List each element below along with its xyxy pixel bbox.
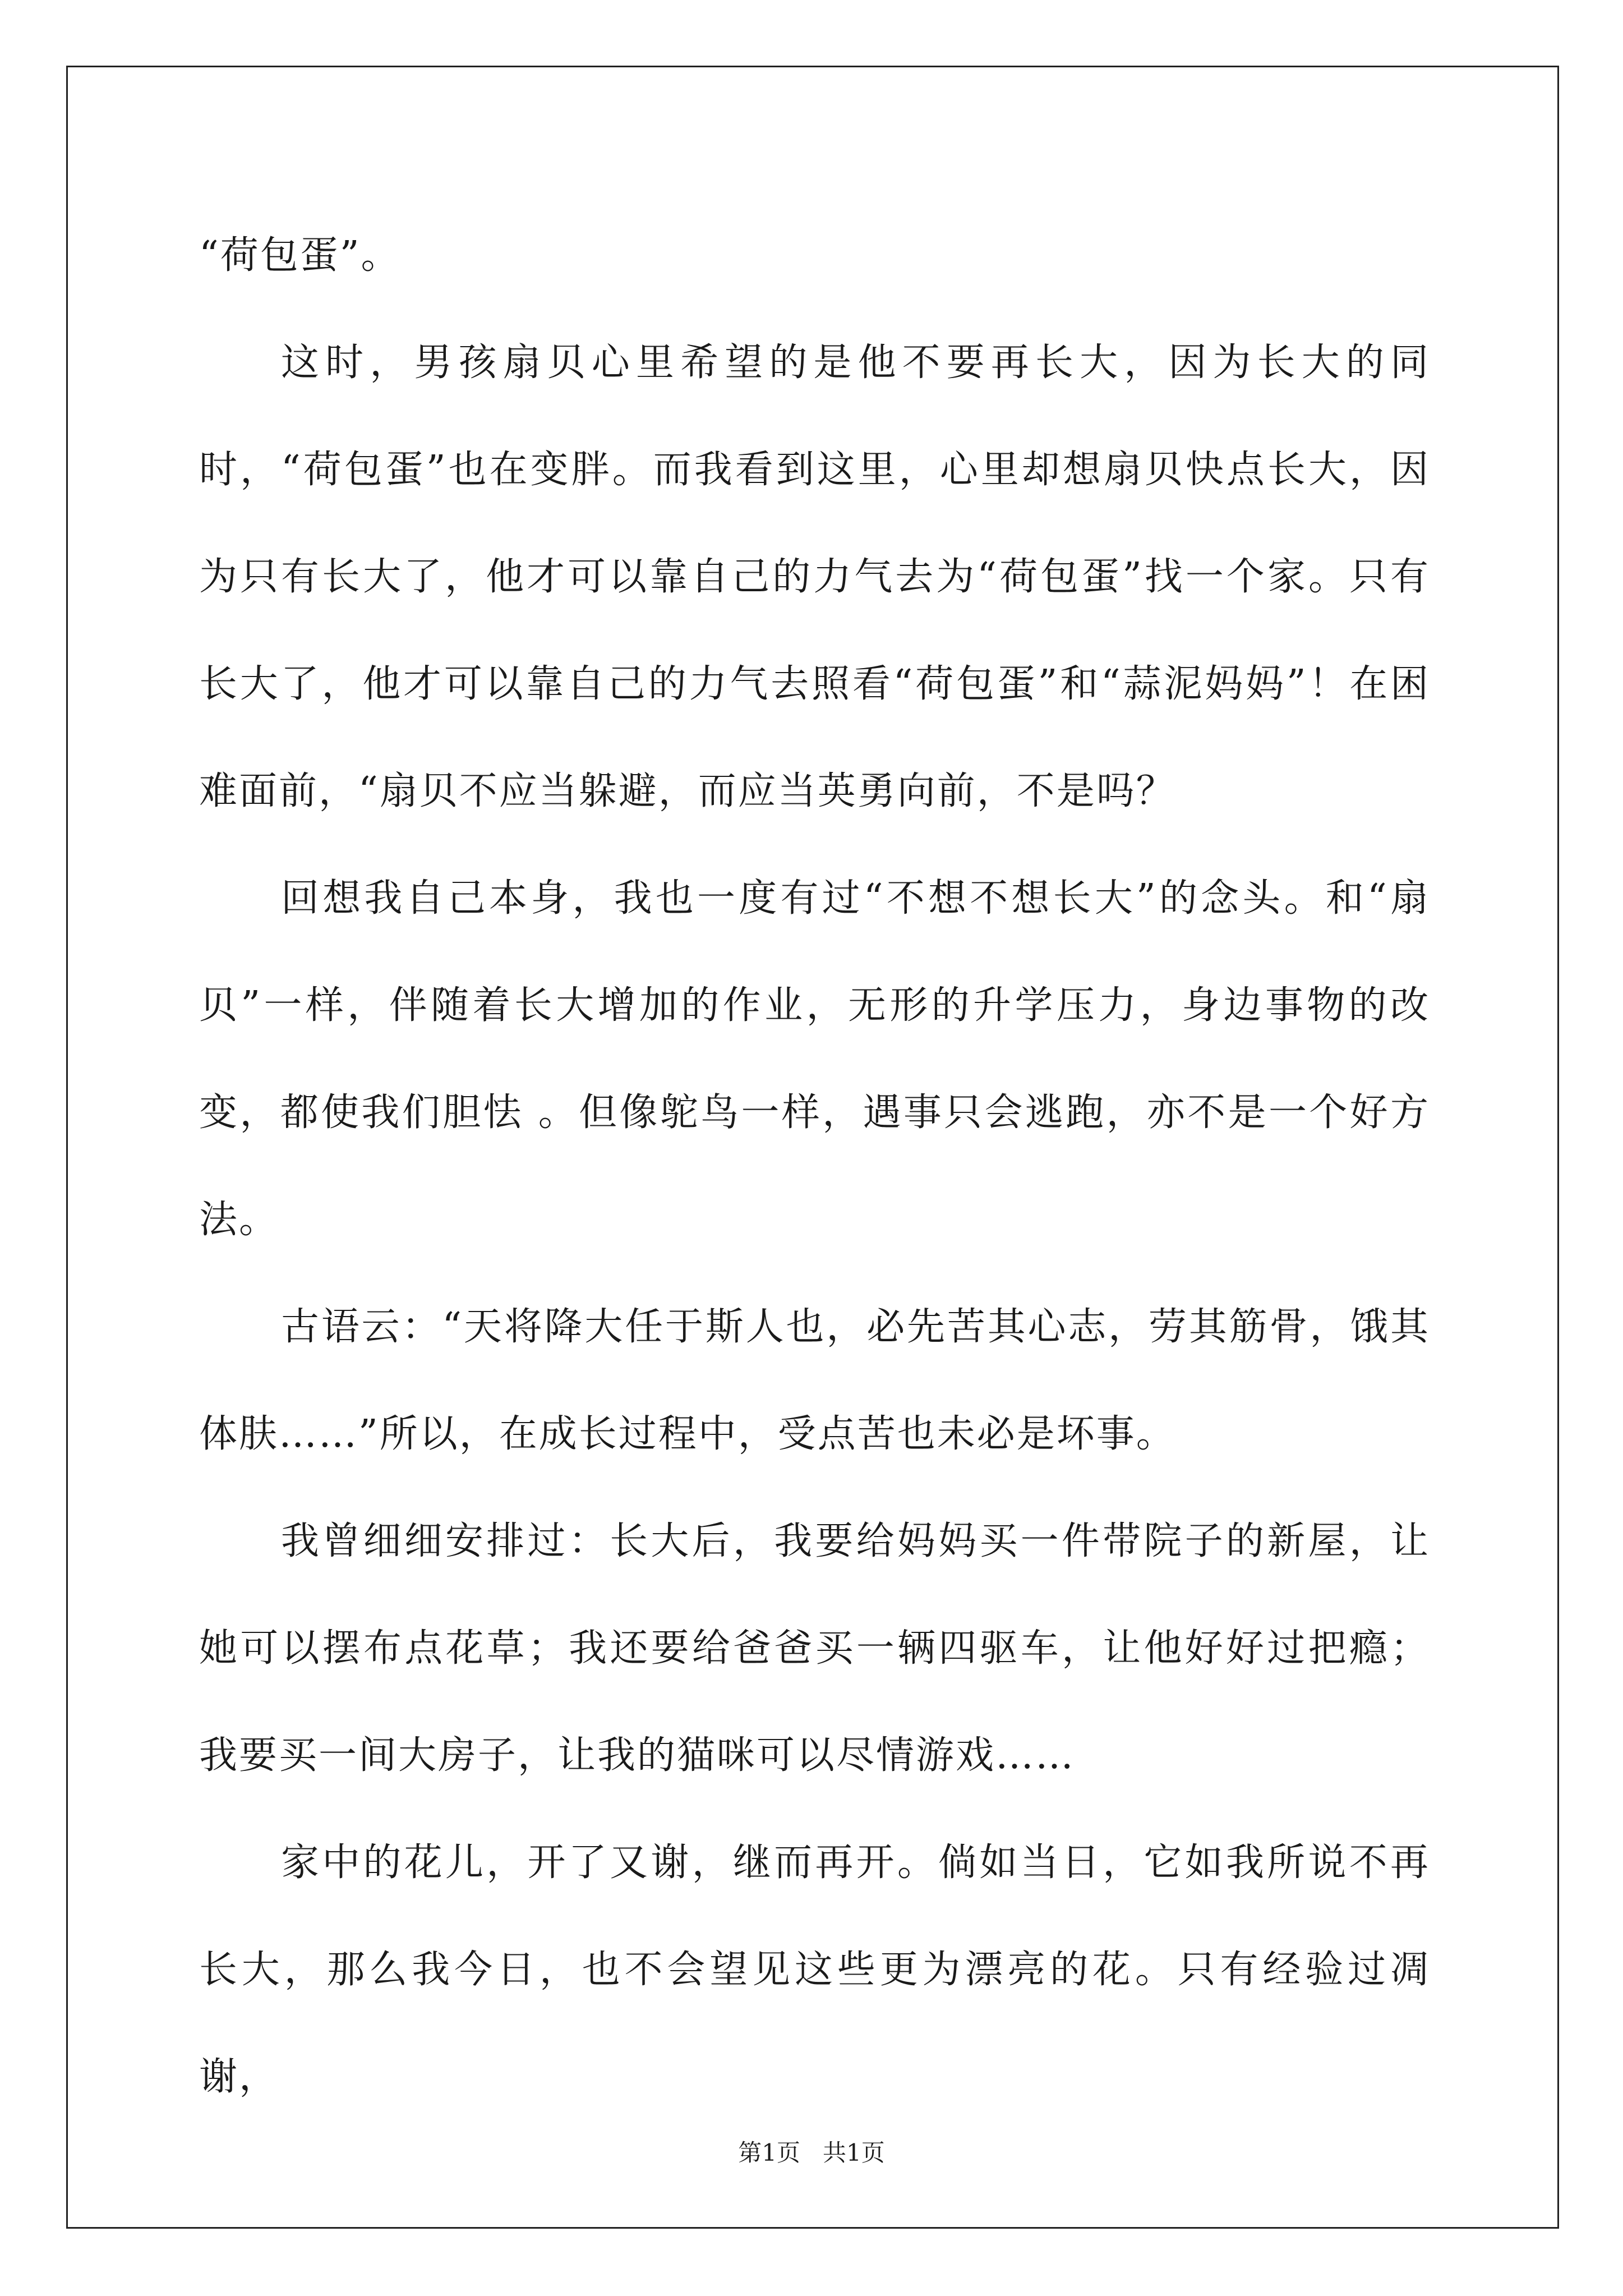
page-footer: [0, 2134, 1623, 2168]
paragraph-3: 回想我自己本身，我也一度有过“不想不想长大”的念头。和“扇贝”一样，伴随着长大增加的作业，无形的升学压力，身边事物的改变，都使我们胆怯 。但像鸵鸟一样，遇事只会逃跑，亦不是一个好方法。: [199, 876, 1430, 1242]
paragraph-5: 我曾细细安排过：长大后，我要给妈妈买一件带院子的新屋，让她可以摆布点花草；我还要给爸爸买一辆四驱车，让他好好过把瘾；我要买一间大房子，让我的猫咪可以尽情游戏……: [199, 1519, 1430, 1778]
paragraph-4: 古语云：“天将降大任于斯人也，必先苦其心志，劳其筋骨，饿其体肤……”所以，在成长过程中，受点苦也未必是坏事。: [199, 1305, 1430, 1456]
document-body: [199, 202, 1430, 2131]
page-total: 共1页: [823, 2139, 885, 2166]
paragraph-6: 家中的花儿，开了又谢，继而再开。倘如当日，它如我所说不再长大，那么我今日，也不会望见这些更为漂亮的花。只有经验过凋谢，: [199, 1841, 1430, 2099]
page-number: 第1页: [738, 2139, 800, 2166]
paragraph-1: “荷包蛋”。: [199, 233, 401, 278]
paragraph-2: 这时，男孩扇贝心里希望的是他不要再长大，因为长大的同时，“荷包蛋”也在变胖。而我看到这里，心里却想扇贝快点长大，因为只有长大了，他才可以靠自己的力气去为“荷包蛋”找一个家。只有长大了，他才可以靠自己的力气去照看“荷包蛋”和“蒜泥妈妈”！在困难面前，“扇贝不应当躲避，而应当英勇向前，不是吗？: [199, 341, 1430, 813]
